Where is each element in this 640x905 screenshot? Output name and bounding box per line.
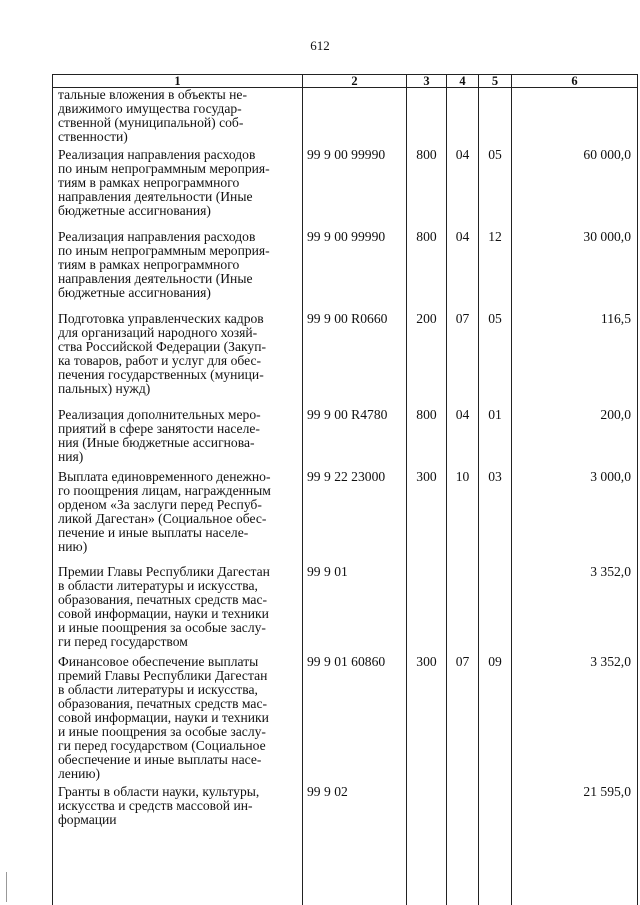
column-header-6: 6	[512, 75, 638, 88]
row-col4-cell	[447, 785, 479, 905]
row-col5-cell: 09	[479, 655, 512, 785]
row-col4-cell: 07	[447, 655, 479, 785]
table-row	[53, 88, 638, 149]
row-col3-cell	[407, 785, 447, 905]
column-header-2: 2	[303, 75, 407, 88]
table-body	[53, 88, 638, 905]
row-name-cell: Премии Главы Республики Дагестан в области литературы и искусства, образования, печатных средств мас- совой информации, науки и техники и иные поощрения за особые заслу- ги перед государством	[53, 565, 303, 655]
row-col5-cell: 05	[479, 148, 512, 230]
table-row	[53, 148, 638, 230]
row-amount-cell: 3 352,0	[512, 565, 638, 655]
row-name-cell: Подготовка управленческих кадров для организаций народного хозяй- ства Российской Федерации (Закуп- ка товаров, работ и услуг для обес- печения государственных (муници- пальных) нужд)	[53, 312, 303, 408]
column-header-4: 4	[447, 75, 479, 88]
row-name-cell: Реализация дополнительных меро- приятий в сфере занятости населе- ния (Иные бюджетные ассигнова- ния)	[53, 408, 303, 470]
row-col4-cell: 10	[447, 470, 479, 565]
row-code-cell: 99 9 00 R0660	[303, 312, 407, 408]
column-header-1: 1	[53, 75, 303, 88]
row-col3-cell	[407, 88, 447, 149]
row-code-cell: 99 9 22 23000	[303, 470, 407, 565]
table-row	[53, 785, 638, 905]
row-col3-cell: 200	[407, 312, 447, 408]
column-header-5: 5	[479, 75, 512, 88]
row-name-cell: Реализация направления расходов по иным непрограммным мероприя- тиям в рамках непрограммного направления деятельности (Иные бюджетные ассигнования)	[53, 230, 303, 312]
row-col3-cell: 800	[407, 408, 447, 470]
row-col5-cell	[479, 565, 512, 655]
row-col5-cell: 01	[479, 408, 512, 470]
row-name-cell: Финансовое обеспечение выплаты премий Главы Республики Дагестан в области литературы и искусства, образования, печатных средств мас- совой информации, науки и техники и иные поощрения за особые заслу- ги перед государством (Социальное обеспечение и иные выплаты насе- лению)	[53, 655, 303, 785]
row-col4-cell: 07	[447, 312, 479, 408]
row-col3-cell: 800	[407, 230, 447, 312]
row-col5-cell: 03	[479, 470, 512, 565]
row-code-cell: 99 9 00 R4780	[303, 408, 407, 470]
table-row	[53, 565, 638, 655]
row-col4-cell	[447, 88, 479, 149]
row-col4-cell	[447, 565, 479, 655]
table-row	[53, 655, 638, 785]
row-col3-cell	[407, 565, 447, 655]
row-amount-cell: 116,5	[512, 312, 638, 408]
row-col4-cell: 04	[447, 230, 479, 312]
table-row	[53, 312, 638, 408]
page-number: 612	[310, 38, 330, 53]
table-row	[53, 230, 638, 312]
row-amount-cell	[512, 88, 638, 149]
row-col3-cell: 800	[407, 148, 447, 230]
row-col4-cell: 04	[447, 408, 479, 470]
row-code-cell	[303, 88, 407, 149]
row-code-cell: 99 9 00 99990	[303, 230, 407, 312]
row-amount-cell: 200,0	[512, 408, 638, 470]
row-col5-cell: 12	[479, 230, 512, 312]
row-amount-cell: 21 595,0	[512, 785, 638, 905]
row-col5-cell: 05	[479, 312, 512, 408]
row-code-cell: 99 9 01 60860	[303, 655, 407, 785]
table-row	[53, 408, 638, 470]
row-name-cell: Реализация направления расходов по иным непрограммным мероприя- тиям в рамках непрограммного направления деятельности (Иные бюджетные ассигнования)	[53, 148, 303, 230]
row-amount-cell: 3 000,0	[512, 470, 638, 565]
row-col3-cell: 300	[407, 655, 447, 785]
row-col4-cell: 04	[447, 148, 479, 230]
row-code-cell: 99 9 00 99990	[303, 148, 407, 230]
row-col5-cell	[479, 785, 512, 905]
row-name-cell: Гранты в области науки, культуры, искусства и средств массовой ин- формации	[53, 785, 303, 905]
table-row	[53, 470, 638, 565]
budget-table	[52, 74, 638, 905]
row-code-cell: 99 9 01	[303, 565, 407, 655]
row-name-cell: Выплата единовременного денежно- го поощрения лицам, награжденным орденом «За заслуги перед Респуб- ликой Дагестан» (Социальное обес- печение и иные выплаты населе- нию)	[53, 470, 303, 565]
row-code-cell: 99 9 02	[303, 785, 407, 905]
row-name-cell: тальные вложения в объекты не- движимого имущества государ- ственной (муниципальной) соб- ственности)	[53, 88, 303, 149]
header-row	[53, 75, 638, 88]
row-amount-cell: 60 000,0	[512, 148, 638, 230]
row-col3-cell: 300	[407, 470, 447, 565]
row-amount-cell: 30 000,0	[512, 230, 638, 312]
row-amount-cell: 3 352,0	[512, 655, 638, 785]
row-col5-cell	[479, 88, 512, 149]
scan-edge-mark	[6, 872, 7, 902]
budget-table-container	[52, 74, 637, 905]
column-header-3: 3	[407, 75, 447, 88]
